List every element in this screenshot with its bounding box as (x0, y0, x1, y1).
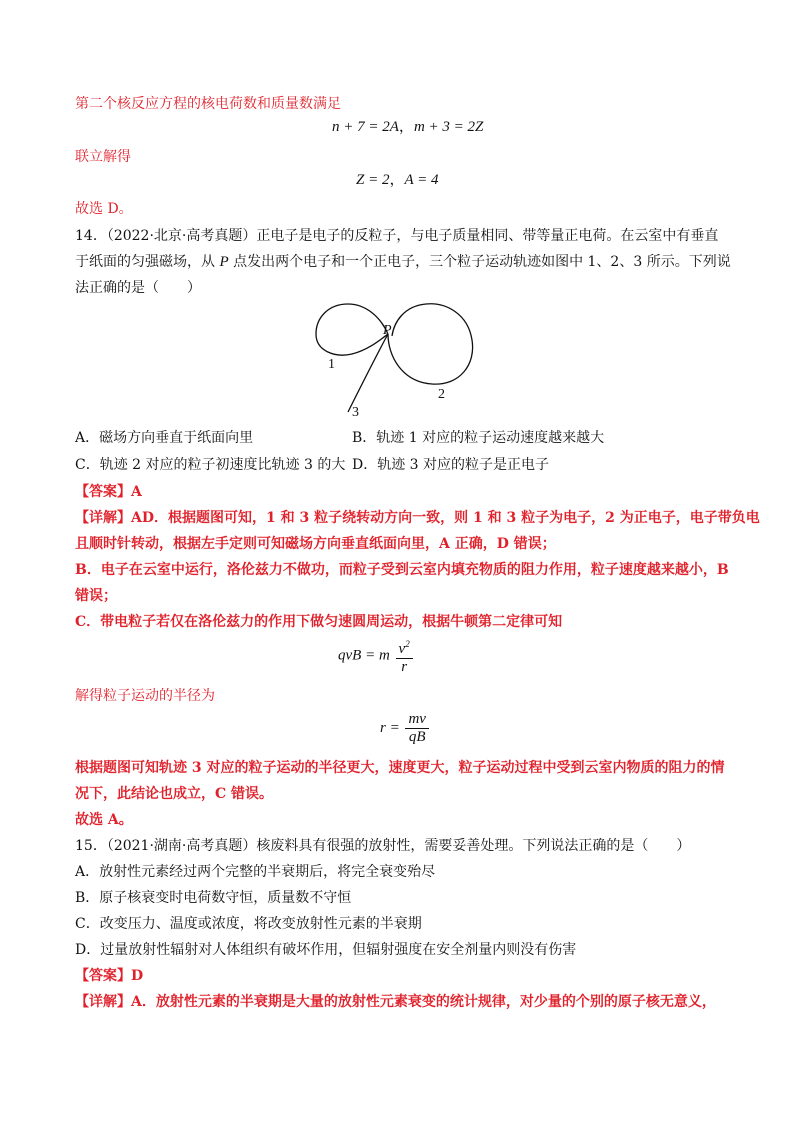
option-b: B．轨迹 1 对应的粒子运动速度越来越大 (352, 430, 605, 446)
fraction-numerator (396, 636, 413, 659)
track-1-path (316, 304, 388, 355)
question-15-option-a: A．放射性元素经过两个完整的半衰期后，将完全衰变殆尽 (75, 864, 436, 880)
num-v: v (398, 641, 406, 657)
label-p: P (383, 323, 392, 338)
detail-14-line-4: 错误； (75, 588, 117, 604)
equation-part: Z = 2 (356, 172, 390, 188)
detail-14-line-1: 【详解】AD．根据题图可知，1 和 3 粒子绕转动方向一致，则 1 和 3 粒子为电子，2 为正电子，电子带负电 (75, 510, 760, 526)
particle-tracks-figure (310, 296, 480, 421)
equation-part: A = 4 (404, 172, 439, 188)
equation-newton (338, 636, 415, 676)
fraction-mv-qb (405, 711, 429, 746)
detail-14-line-6: 解得粒子运动的半径为 (75, 688, 215, 704)
equation-sep: ， (398, 119, 414, 135)
answer-15: 【答案】D (75, 968, 144, 984)
option-d: D．轨迹 3 对应的粒子是正电子 (352, 457, 550, 473)
detail-14-line-9: 故选 A。 (75, 812, 133, 828)
detail-14-line-7: 根据题图可知轨迹 3 对应的粒子运动的半径更大，速度更大，粒子运动过程中受到云室内物质的阻力的情 (75, 760, 725, 776)
label-3: 3 (352, 405, 359, 420)
equation-sep: ， (389, 172, 405, 188)
question-15-line-1: 15．（2021·湖南·高考真题）核废料具有很强的放射性，需要妥善处理。下列说法正确的是（ ） (75, 838, 691, 854)
fraction-numerator: mv (405, 711, 429, 729)
detail-14-line-5: C．带电粒子若仅在洛伦兹力的作用下做匀速圆周运动，根据牛顿第二定律可知 (75, 614, 563, 630)
question-15-option-c: C．改变压力、温度或浓度，将改变放射性元素的半衰期 (75, 916, 422, 932)
equation-radius (380, 710, 431, 746)
question-14-line-3: 法正确的是（ ） (75, 280, 201, 296)
detail-14-line-8: 况下，此结论也成立，C 错误。 (75, 786, 274, 802)
equation-part: n + 7 = 2A (332, 119, 399, 135)
equation-charge-mass (332, 117, 483, 137)
equation-part: m + 3 = 2Z (413, 119, 484, 135)
superscript: 2 (405, 639, 410, 649)
label-2: 2 (438, 387, 445, 402)
solution-text-3: 故选 D。 (75, 201, 133, 217)
question-15-option-b: B．原子核衰变时电荷数守恒，质量数不守恒 (75, 890, 352, 906)
answer-14: 【答案】A (75, 484, 142, 500)
fraction-denominator: r (401, 659, 408, 675)
equation-result (356, 170, 439, 190)
text-part: 点发出两个电子和一个正电子，三个粒子运动轨迹如图中 1、2、3 所示。下列说 (228, 254, 731, 270)
fraction-denominator: qB (408, 729, 426, 746)
fraction-v2-r (396, 636, 413, 676)
option-a: A．磁场方向垂直于纸面向里 (75, 430, 254, 446)
equation-lhs: r = (380, 720, 400, 736)
equation-lhs: qvB = m (338, 647, 390, 664)
solution-text-1: 第二个核反应方程的核电荷数和质量数满足 (75, 96, 341, 112)
label-1: 1 (328, 357, 335, 372)
text-part: 于纸面的匀强磁场，从 (75, 254, 220, 270)
track-3-path (348, 334, 388, 412)
question-15-option-d: D．过量放射性辐射对人体组织有破坏作用，但辐射强度在安全剂量内则没有伤害 (75, 942, 577, 958)
question-14-line-2 (75, 252, 731, 272)
option-c: C．轨迹 2 对应的粒子初速度比轨迹 3 的大 (75, 457, 346, 473)
question-14-line-1: 14．（2022·北京·高考真题）正电子是电子的反粒子，与电子质量相同、带等量正电荷。在云室中有垂直 (75, 228, 719, 244)
track-2-path (388, 304, 473, 384)
detail-14-line-2: 且顺时针转动，根据左手定则可知磁场方向垂直纸面向里，A 正确，D 错误； (75, 536, 556, 552)
solution-text-2: 联立解得 (75, 149, 131, 165)
detail-14-line-3: B．电子在云室中运行，洛伦兹力不做功，而粒子受到云室内填充物质的阻力作用，粒子速度越来越小，B (75, 562, 729, 578)
point-p: P (219, 254, 229, 270)
detail-15-line-1: 【详解】A．放射性元素的半衰期是大量的放射性元素衰变的统计规律，对少量的个别的原子核无意义， (75, 994, 716, 1010)
